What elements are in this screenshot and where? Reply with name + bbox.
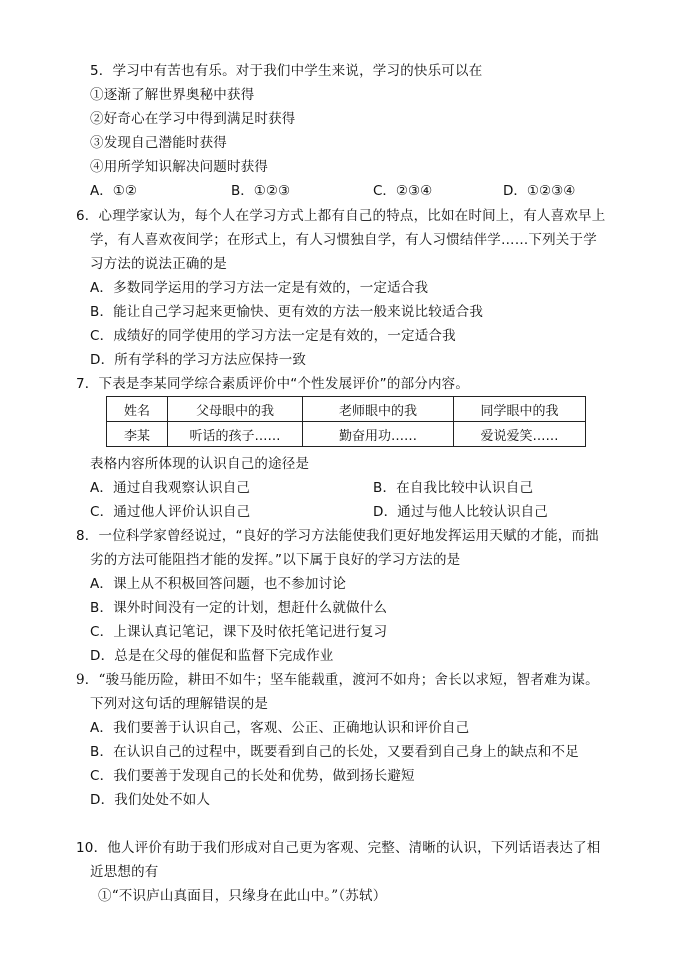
q6-option-d: D．所有学科的学习方法应保持一致 — [90, 352, 307, 368]
table-header-cell: 老师眼中的我 — [303, 397, 454, 422]
q8-option-c: C．上课认真记笔记，课下及时依托笔记进行复习 — [90, 624, 388, 640]
q7-option-d: D．通过与他人比较认识自己 — [373, 504, 548, 520]
q6-stem-line-3: 习方法的说法正确的是 — [90, 256, 227, 272]
table-cell: 爱说爱笑…… — [454, 422, 586, 447]
table-cell: 勤奋用功…… — [303, 422, 454, 447]
q5-option-d: D．①②③④ — [503, 183, 576, 199]
q10-stem-line-1: 10．他人评价有助于我们形成对自己更为客观、完整、清晰的认识，下列话语表达了相 — [76, 840, 601, 856]
q7-option-a: A．通过自我观察认识自己 — [90, 480, 251, 496]
q7-option-b: B．在自我比较中认识自己 — [373, 480, 534, 496]
q6-option-b: B．能让自己学习起来更愉快、更有效的方法一般来说比较适合我 — [90, 304, 484, 320]
q8-option-a: A．课上从不积极回答问题，也不参加讨论 — [90, 576, 347, 592]
q5-item-3: ③发现自己潜能时获得 — [90, 135, 227, 151]
table-header-cell: 姓名 — [107, 397, 168, 422]
table-cell: 李某 — [107, 422, 168, 447]
table-header-cell: 同学眼中的我 — [454, 397, 586, 422]
q8-option-d: D．总是在父母的催促和监督下完成作业 — [90, 648, 334, 664]
q8-stem-line-1: 8．一位科学家曾经说过，“良好的学习方法能使我们更好地发挥运用天赋的才能，而拙 — [76, 528, 599, 544]
q7-stem: 7．下表是李某同学综合素质评价中“个性发展评价”的部分内容。 — [76, 376, 470, 392]
q9-option-d: D．我们处处不如人 — [90, 792, 211, 808]
q10-item-1: ①“不识庐山真面目，只缘身在此山中。”（苏轼） — [98, 888, 387, 904]
q5-item-1: ①逐渐了解世界奥秘中获得 — [90, 87, 255, 103]
table-row — [107, 422, 586, 447]
q5-stem: 5．学习中有苦也有乐。对于我们中学生来说，学习的快乐可以在 — [90, 63, 483, 79]
q6-option-a: A．多数同学运用的学习方法一定是有效的，一定适合我 — [90, 280, 429, 296]
q5-option-a: A．①② — [90, 183, 137, 199]
table-header-row — [107, 397, 586, 422]
q8-option-b: B．课外时间没有一定的计划，想赶什么就做什么 — [90, 600, 388, 616]
q5-option-c: C．②③④ — [373, 183, 433, 199]
evaluation-table — [106, 396, 586, 447]
q9-option-b: B．在认识自己的过程中，既要看到自己的长处，又要看到自己身上的缺点和不足 — [90, 744, 579, 760]
q6-stem-line-1: 6．心理学家认为，每个人在学习方式上都有自己的特点，比如在时间上，有人喜欢早上 — [76, 208, 606, 224]
q9-stem-line-2: 下列对这句话的理解错误的是 — [90, 696, 269, 712]
q9-stem-line-1: 9．“骏马能历险，耕田不如牛；坚车能载重，渡河不如舟；舍长以求短，智者难为谋。 — [76, 672, 599, 688]
q6-stem-line-2: 学，有人喜欢夜间学；在形式上，有人习惯独自学，有人习惯结伴学……下列关于学 — [90, 232, 597, 248]
q9-option-a: A．我们要善于认识自己，客观、公正、正确地认识和评价自己 — [90, 720, 470, 736]
q5-item-4: ④用所学知识解决问题时获得 — [90, 159, 269, 175]
q5-option-b: B．①②③ — [231, 183, 291, 199]
q7-option-c: C．通过他人评价认识自己 — [90, 504, 251, 520]
table-cell: 听话的孩子…… — [168, 422, 303, 447]
q8-stem-line-2: 劣的方法可能阻挡才能的发挥。”以下属于良好的学习方法的是 — [90, 552, 461, 568]
q7-question: 表格内容所体现的认识自己的途径是 — [90, 456, 310, 472]
q6-option-c: C．成绩好的同学使用的学习方法一定是有效的，一定适合我 — [90, 328, 456, 344]
q10-stem-line-2: 近思想的有 — [90, 864, 159, 880]
q5-item-2: ②好奇心在学习中得到满足时获得 — [90, 111, 296, 127]
table-header-cell: 父母眼中的我 — [168, 397, 303, 422]
q9-option-c: C．我们要善于发现自己的长处和优势，做到扬长避短 — [90, 768, 415, 784]
